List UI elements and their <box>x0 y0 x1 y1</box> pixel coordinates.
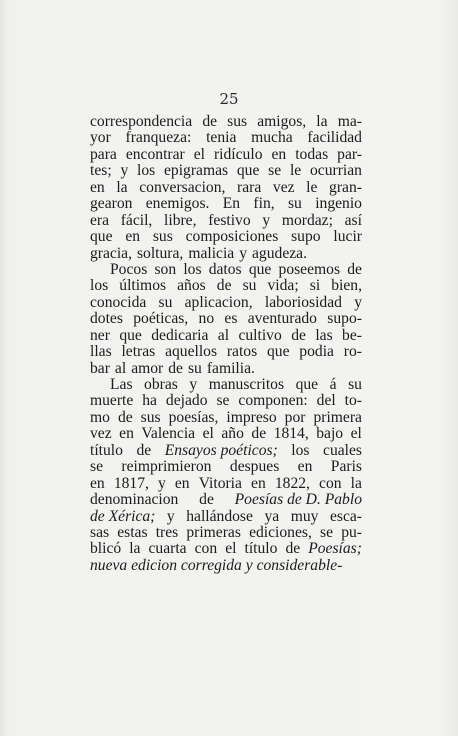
word: supo- <box>327 310 362 328</box>
text-line <box>90 377 362 393</box>
word: ocurrian <box>310 162 362 180</box>
word: ratos <box>226 343 258 361</box>
word: esca- <box>329 507 362 525</box>
text-line <box>90 229 362 245</box>
word: de <box>251 425 267 443</box>
word: al <box>217 326 230 344</box>
word: facilidad <box>307 129 362 147</box>
word: se <box>90 458 103 476</box>
word: aquellos <box>165 343 218 361</box>
text-line <box>90 509 362 525</box>
word: ha <box>142 392 157 410</box>
word: Valencia <box>141 425 196 443</box>
word: los <box>90 277 109 295</box>
word: sus <box>227 113 248 130</box>
word: ediciones, <box>249 523 312 541</box>
word: vez <box>272 178 295 196</box>
text-line <box>90 443 362 459</box>
word: en <box>174 474 190 492</box>
word: gran- <box>329 178 362 196</box>
word: no <box>198 310 215 328</box>
word: en <box>251 474 266 492</box>
word: enemigos. <box>145 195 210 213</box>
word: Las <box>110 376 133 393</box>
word: los <box>183 260 202 278</box>
word: de <box>136 441 152 459</box>
word: Vitoria <box>198 474 242 492</box>
word: el <box>202 425 214 443</box>
word: ro- <box>343 343 362 361</box>
text-line <box>90 426 362 442</box>
word: dedicaria <box>151 326 209 344</box>
word: que <box>119 326 142 344</box>
word: en <box>271 145 287 163</box>
word: los <box>137 162 156 180</box>
word: Pocos <box>110 260 148 278</box>
word: de <box>285 540 301 558</box>
word: con <box>194 540 218 558</box>
word: es <box>224 310 238 328</box>
word: poesías, <box>168 408 219 426</box>
word: las <box>315 326 333 344</box>
word: así <box>344 211 362 229</box>
word: de <box>291 326 306 344</box>
word: Ensayos poéticos; <box>164 441 278 459</box>
word: al <box>114 359 127 377</box>
word: por <box>284 408 306 426</box>
text-line <box>90 459 362 475</box>
word: del <box>316 392 336 410</box>
word: tes; <box>90 162 112 180</box>
word: la <box>116 178 128 196</box>
word: par- <box>337 145 362 163</box>
word: mucha <box>251 129 293 147</box>
word: 1822, <box>274 474 310 492</box>
word: poseemos <box>278 260 341 278</box>
word: su <box>242 277 257 295</box>
text-line <box>90 558 362 574</box>
text-line <box>90 246 362 262</box>
word: últimos <box>119 277 167 295</box>
text-line <box>90 492 362 508</box>
word: bar <box>90 359 110 377</box>
word: en <box>119 425 134 443</box>
word: año <box>221 425 244 443</box>
word: ner <box>90 326 110 344</box>
text-line <box>90 163 362 179</box>
word: vida; <box>267 277 299 295</box>
word: franqueza: <box>125 129 192 147</box>
word: y <box>120 162 129 180</box>
word: título <box>90 441 123 459</box>
word: y <box>239 244 248 262</box>
word: el <box>193 145 205 163</box>
word: de <box>168 359 183 377</box>
word: blicó <box>90 540 122 558</box>
word: amigos, <box>257 113 307 130</box>
word: amor <box>131 359 164 377</box>
word: gearon <box>90 195 133 213</box>
word: rara <box>237 178 262 196</box>
word: conocida <box>90 293 147 311</box>
word: y <box>262 211 271 229</box>
word: la <box>316 113 328 130</box>
word: be- <box>342 326 362 344</box>
word: mordaz; <box>281 211 333 229</box>
word: que <box>295 376 319 393</box>
word: denominacion <box>90 491 179 509</box>
word: y <box>166 507 175 525</box>
word: y <box>158 474 166 492</box>
word: primera <box>313 408 362 426</box>
word: En <box>222 195 241 213</box>
word: sus <box>140 408 161 426</box>
text-line <box>90 262 362 278</box>
word: años <box>177 277 206 295</box>
word: letras <box>121 343 156 361</box>
word: de <box>216 277 232 295</box>
word: que <box>90 228 113 246</box>
word: sus <box>152 228 173 246</box>
word: la <box>350 474 362 492</box>
word: cuarta <box>148 540 187 558</box>
text-line <box>90 278 362 294</box>
word: era <box>90 211 110 229</box>
text-line <box>90 213 362 229</box>
word: se <box>216 392 230 410</box>
word: de Xérica; <box>90 507 156 525</box>
text-line <box>90 541 362 557</box>
word: ya <box>264 507 280 525</box>
word: poéticas, <box>133 310 189 328</box>
word: y <box>189 376 198 393</box>
word: de <box>199 491 214 509</box>
word: supo <box>291 228 321 246</box>
text-line <box>90 410 362 426</box>
text-line <box>90 476 362 492</box>
word: su <box>348 376 362 393</box>
word: composiciones <box>185 228 279 246</box>
word: el <box>225 540 237 558</box>
word: impreso <box>226 408 277 426</box>
word: en <box>90 474 105 492</box>
word: si <box>309 277 321 295</box>
word: conversacion, <box>139 178 226 196</box>
word: á <box>329 376 337 393</box>
word: son <box>154 260 177 278</box>
text-line <box>90 196 362 212</box>
word: muerte <box>90 392 134 410</box>
word: Poesías de D. Pablo <box>234 491 362 509</box>
word: cuales <box>323 441 362 459</box>
word: gracia, <box>90 244 132 262</box>
word: ingenio <box>315 195 362 213</box>
word: fin, <box>253 195 275 213</box>
word: mo <box>90 408 110 426</box>
word: datos <box>208 260 242 278</box>
word: de <box>202 113 218 130</box>
word: pu- <box>341 523 362 541</box>
text-line <box>90 393 362 409</box>
word: de <box>117 408 133 426</box>
word: el <box>350 425 362 443</box>
word: le <box>306 178 318 196</box>
text-line <box>90 130 362 146</box>
word: nueva edicion corregida y considerable- <box>90 556 343 574</box>
word: primeras <box>186 523 241 541</box>
text-line <box>90 147 362 163</box>
word: epigramas <box>164 162 229 180</box>
word: malicia <box>188 244 235 262</box>
word: yor <box>90 129 111 147</box>
word: que <box>266 343 290 361</box>
word: 1814, <box>273 425 309 443</box>
word: título <box>244 540 278 558</box>
word: Paris <box>330 458 362 476</box>
word: aventurado <box>247 310 317 328</box>
word: de <box>347 260 362 278</box>
word: componen: <box>238 392 308 410</box>
word: despues <box>229 458 280 476</box>
word: todas <box>295 145 329 163</box>
word: ridículo <box>213 145 263 163</box>
body-text <box>90 114 362 574</box>
word: cultivo <box>238 326 282 344</box>
word: sas <box>90 523 110 541</box>
word: su <box>158 293 173 311</box>
word: encontrar <box>125 145 185 163</box>
word: en <box>90 178 105 196</box>
text-line <box>90 114 362 130</box>
word: podia <box>299 343 334 361</box>
text-line <box>90 311 362 327</box>
text-line <box>90 295 362 311</box>
word: se <box>320 523 334 541</box>
word: correspondencia <box>90 113 193 130</box>
word: lucir <box>333 228 362 246</box>
word: la <box>129 540 141 558</box>
word: bajo <box>316 425 344 443</box>
word: y <box>354 293 362 311</box>
word: ma- <box>337 113 362 130</box>
word: agudeza. <box>252 244 307 262</box>
word: muy <box>290 507 319 525</box>
word: fácil, <box>120 211 153 229</box>
word: aplicacion, <box>184 293 253 311</box>
word: dejado <box>165 392 208 410</box>
text-line <box>90 328 362 344</box>
text-line <box>90 361 362 377</box>
word: Poesías; <box>308 540 362 558</box>
word: estas <box>117 523 148 541</box>
word: que <box>236 162 260 180</box>
word: familia. <box>206 359 255 377</box>
word: su <box>287 195 302 213</box>
word: festivo <box>208 211 251 229</box>
word: obras <box>144 376 178 393</box>
word: los <box>291 441 310 459</box>
word: vez <box>90 425 112 443</box>
word: para <box>90 145 117 163</box>
word: soltura, <box>136 244 184 262</box>
word: le <box>289 162 302 180</box>
word: hallándose <box>186 507 253 525</box>
word: manuscritos <box>208 376 285 393</box>
text-line <box>90 525 362 541</box>
word: to- <box>344 392 362 410</box>
word: reimprimieron <box>121 458 212 476</box>
word: en <box>297 458 313 476</box>
page-number: 25 <box>219 90 239 108</box>
word: tres <box>155 523 179 541</box>
word: 1817, <box>113 474 149 492</box>
word: se <box>268 162 282 180</box>
word: con <box>319 474 342 492</box>
text-line <box>90 180 362 196</box>
word: dotes <box>90 310 123 328</box>
word: llas <box>90 343 112 361</box>
word: libre, <box>164 211 197 229</box>
text-line <box>90 344 362 360</box>
word: bien, <box>331 277 362 295</box>
word: que <box>248 260 272 278</box>
word: laboriosidad <box>264 293 342 311</box>
word: su <box>187 359 202 377</box>
word: tenia <box>206 129 237 147</box>
word: en <box>125 228 141 246</box>
